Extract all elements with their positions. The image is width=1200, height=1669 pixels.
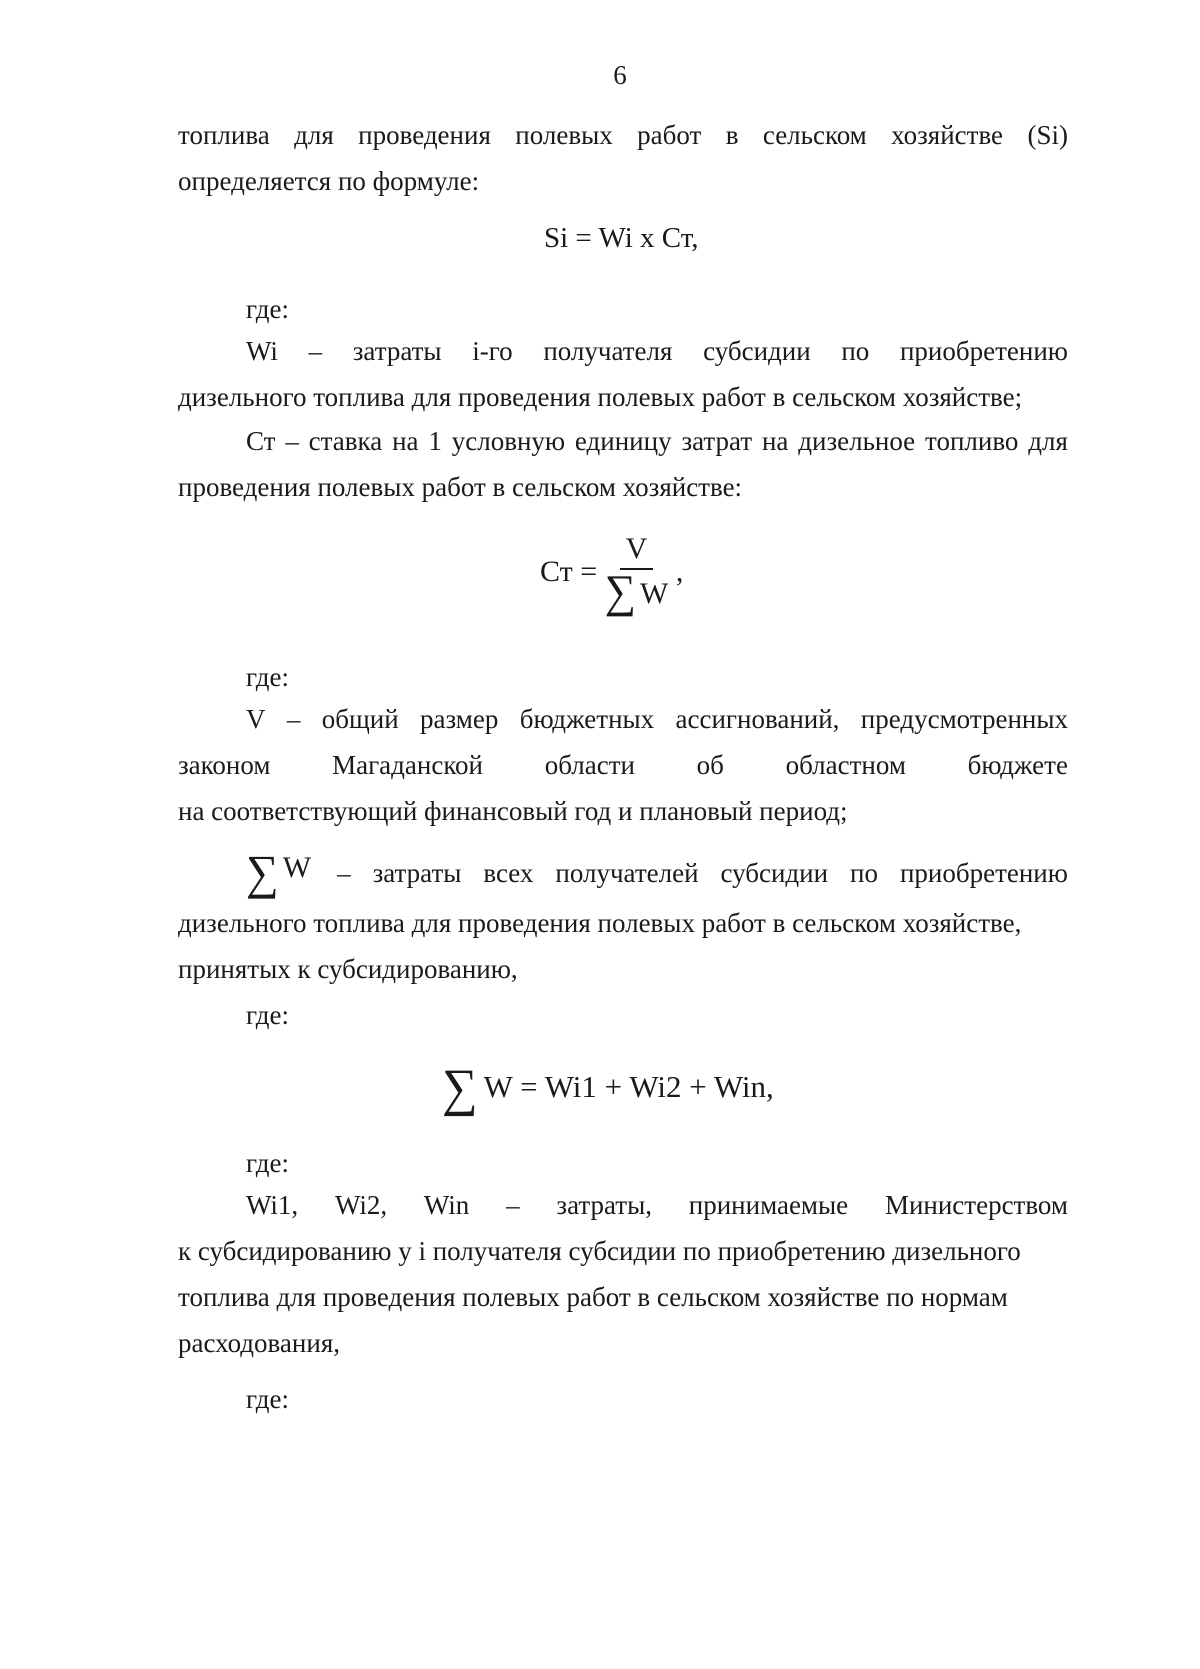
word: – xyxy=(337,858,351,888)
word: работ xyxy=(637,120,702,150)
word: в xyxy=(725,120,739,150)
word: для xyxy=(294,120,334,150)
word: области xyxy=(544,750,635,780)
justified-line xyxy=(178,118,1068,152)
word: i-го xyxy=(472,336,513,366)
formula-si: Si = Wi x Ст, xyxy=(544,222,699,254)
formula-rhs: W = Wi1 + Wi2 + Win, xyxy=(483,1069,774,1104)
word: бюджетных xyxy=(519,704,655,734)
word: для xyxy=(1028,426,1068,456)
word: приобретению xyxy=(899,336,1068,366)
sigma-var: W xyxy=(282,851,312,884)
word: (Si) xyxy=(1027,120,1068,150)
word: 1 xyxy=(428,426,442,456)
word: по xyxy=(850,858,878,888)
text-line: принятых к субсидированию, xyxy=(178,954,518,984)
text-line: проведения полевых работ в сельском хозяйстве: xyxy=(178,472,743,502)
formula-ct xyxy=(540,530,684,618)
word: – xyxy=(286,704,301,734)
formula-lhs: Ст = xyxy=(540,555,598,588)
text-line: на соответствующий финансовый год и плановый период; xyxy=(178,796,848,826)
word: полевых xyxy=(515,120,613,150)
where-label: где: xyxy=(246,1384,289,1414)
justified-line xyxy=(246,334,1068,368)
word: топливо xyxy=(925,426,1019,456)
word: Wi xyxy=(246,336,278,366)
word: V xyxy=(246,704,266,734)
word: хозяйстве xyxy=(891,120,1004,150)
word: получателей xyxy=(555,858,699,888)
word: дизельное xyxy=(798,426,916,456)
word: сельском xyxy=(762,120,867,150)
word: законом xyxy=(178,750,271,780)
word: об xyxy=(696,750,724,780)
justified-line xyxy=(246,702,1068,736)
page-number: 6 xyxy=(613,60,627,90)
where-label: где: xyxy=(246,1000,289,1030)
formula-sum-w xyxy=(442,1057,774,1117)
word: условную xyxy=(451,426,566,456)
denominator-var: W xyxy=(640,577,669,610)
word: получателя xyxy=(543,336,673,366)
word: единицу xyxy=(574,426,672,456)
word: – xyxy=(285,426,299,456)
formula-tail: , xyxy=(675,555,684,588)
word: ассигнований, xyxy=(675,704,840,734)
word: Wi1, xyxy=(246,1190,299,1220)
word: затрат xyxy=(681,426,753,456)
word: – xyxy=(506,1190,520,1220)
word: Wi2, xyxy=(334,1190,388,1220)
sigma-symbol: ∑ xyxy=(442,1057,478,1117)
word: всех xyxy=(483,858,534,888)
fraction-numerator: V xyxy=(620,530,654,570)
sigma-symbol: ∑ xyxy=(604,565,637,618)
word: затраты xyxy=(372,858,462,888)
fraction xyxy=(604,530,669,618)
word: топлива xyxy=(178,120,270,150)
text-line: топлива для проведения полевых работ в сельском хозяйстве по нормам xyxy=(178,1282,1008,1312)
word: Ст xyxy=(246,426,276,456)
word: на xyxy=(392,426,419,456)
word: предусмотренных xyxy=(860,704,1068,734)
text-line: расходования, xyxy=(178,1328,340,1358)
word: Win xyxy=(423,1190,470,1220)
word: областном xyxy=(785,750,906,780)
word: Министерством xyxy=(884,1190,1068,1220)
word: субсидии xyxy=(720,858,829,888)
word: приобретению xyxy=(899,858,1068,888)
justified-line xyxy=(246,424,1068,458)
sigma-w-line xyxy=(246,845,1068,900)
word: общий xyxy=(321,704,399,734)
where-label: где: xyxy=(246,1148,289,1178)
word: – xyxy=(308,336,323,366)
justified-line xyxy=(178,748,1068,782)
word: затраты xyxy=(352,336,442,366)
word: субсидии xyxy=(703,336,811,366)
word: по xyxy=(841,336,870,366)
word: на xyxy=(761,426,789,456)
text-line: дизельного топлива для проведения полевых работ в сельском хозяйстве, xyxy=(178,908,1022,938)
word: бюджете xyxy=(967,750,1068,780)
where-label: где: xyxy=(246,294,289,324)
word: проведения xyxy=(358,120,491,150)
text-line: к субсидированию у i получателя субсидии по приобретению дизельного xyxy=(178,1236,1021,1266)
word: принимаемые xyxy=(688,1190,849,1220)
justified-words xyxy=(337,856,1068,890)
word: Магаданской xyxy=(332,750,484,780)
word: затраты, xyxy=(556,1190,652,1220)
text-line: определяется по формуле: xyxy=(178,166,480,196)
justified-line xyxy=(246,1188,1068,1222)
word: ставка xyxy=(308,426,383,456)
word: размер xyxy=(420,704,499,734)
sigma-symbol: ∑ xyxy=(246,845,279,900)
text-line: дизельного топлива для проведения полевых работ в сельском хозяйстве; xyxy=(178,382,1023,412)
where-label: где: xyxy=(246,662,289,692)
fraction-denominator xyxy=(604,565,669,618)
